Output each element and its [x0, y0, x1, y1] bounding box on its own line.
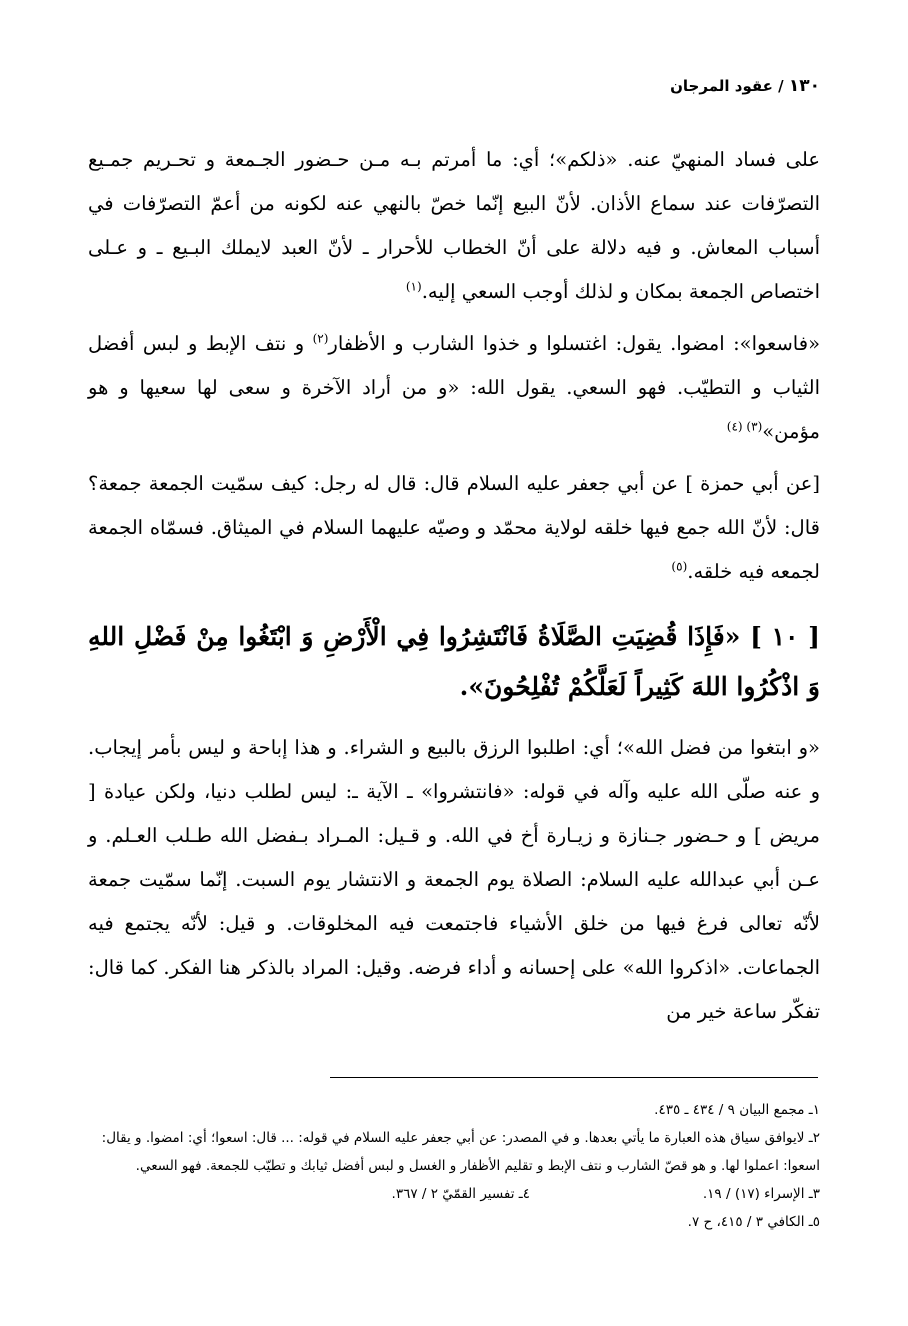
quran-verse: [ ١٠ ] «فَإِذَا قُضِيَتِ الصَّلَاةُ فَانْتَشِرُوا فِي الْأَرْضِ وَ ابْتَغُوا مِنْ فَضْلِ اللهِ وَ اذْكُرُوا اللهَ كَثِيراً لَعَلَّكُمْ تُفْلِحُونَ».: [88, 622, 820, 701]
footnotes: [88, 1096, 820, 1236]
footnote-4: ٤ـ تفسير القمّيّ ٢ / ٣٦٧.: [391, 1186, 530, 1202]
footnote-2-cont: اسعوا: اعملوا لها. و هو قصّ الشارب و نتف الإبط و تقليم الأظفار و الغسل و لبس أفضل ثيابك و تطيّب للجمعة. فهو السعي.: [135, 1158, 820, 1174]
paragraph-1: على فساد المنهيّ عنه. «ذلكم»؛ أي: ما أمرتم بـه مـن حـضور الجـمعة و تحـريم جمـيع التصرّفات عند سماع الأذان. لأنّ البيع إنّما خصّ بالنهي عنه لكونه من أعمّ التصرّفات في أسباب المعاش. و فيه دلالة على أنّ الخطاب للأحرار ـ لأنّ العبد لايملك البـيع ـ و عـلى اختصاص الجمعة بمكان و لذلك أوجب السعي إليه.$^{(١)}$: [88, 148, 820, 303]
footnote-row-3-4: [88, 1180, 820, 1208]
footnote-ref-1: (١): [405, 279, 422, 294]
page-number: ١٣٠: [788, 76, 820, 96]
running-header: [670, 76, 820, 96]
footnote-ref-5: (٥): [671, 559, 688, 574]
header-separator: /: [778, 77, 784, 95]
footnote-divider: [330, 1077, 818, 1078]
book-title: عقود المرجان: [670, 77, 773, 95]
paragraph-2: «فاسعوا»: امضوا. يقول: اغتسلوا و خذوا الشارب و الأظفار$^{(٢)}$ و نتف الإبط و لبس أفضل الثياب و التطيّب. فهو السعي. يقول الله: «و من أراد الآخرة و سعى لها سعيها و هو مؤمن»$^{(٣) (٤)}$: [88, 331, 820, 443]
footnote-ref-3-4: (٣) (٤): [726, 419, 763, 434]
paragraph-3: [عن أبي حمزة ] عن أبي جعفر عليه السلام قال: قال له رجل: كيف سمّيت الجمعة جمعة؟ قال: لأنّ الله جمع فيها خلقه لولاية محمّد و وصيّه عليهما السلام في الميثاق. فسمّاه الجمعة لجمعه فيه خلقه.$^{(٥)}$: [88, 472, 820, 583]
footnote-5: ٥ـ الكافي ٣ / ٤١٥، ح ٧.: [687, 1214, 820, 1230]
main-text: [88, 138, 820, 1042]
footnote-3: ٣ـ الإسراء (١٧) / ١٩.: [702, 1186, 820, 1202]
footnote-2: ٢ـ لايوافق سياق هذه العبارة ما يأتي بعدها. و في المصدر: عن أبي جعفر عليه السلام في قوله: ... قال: اسعوا؛ أي: امضوا. و يقال:: [101, 1130, 820, 1146]
paragraph-4: «و ابتغوا من فضل الله»؛ أي: اطلبوا الرزق بالبيع و الشراء. و هذا إباحة و ليس بأمر إيجاب. و عنه صلّى الله عليه وآله في قوله: «فانتشروا» ـ الآية ـ: ليس لطلب دنيا، ولكن عيادة [ مريض ] و حـضور جـنازة و زيـارة أخ في الله. و قـيل: المـراد بـفضل الله طـلب العـلم. و عـن أبي عبدالله عليه السلام: الصلاة يوم الجمعة و الانتشار يوم السبت. إنّما سمّيت جمعة لأنّه تعالى فرغ فيها من خلق الأشياء فاجتمعت فيه المخلوقات. و قيل: لأنّه يجتمع فيه الجماعات. «اذكروا الله» على إحسانه و أداء فرضه. وقيل: المراد بالذكر هنا الفكر. كما قال: تفكّر ساعة خير من: [88, 736, 820, 1023]
footnote-1: ١ـ مجمع البيان ٩ / ٤٣٤ ـ ٤٣٥.: [654, 1102, 820, 1118]
footnote-ref-2: (٢): [312, 331, 329, 346]
